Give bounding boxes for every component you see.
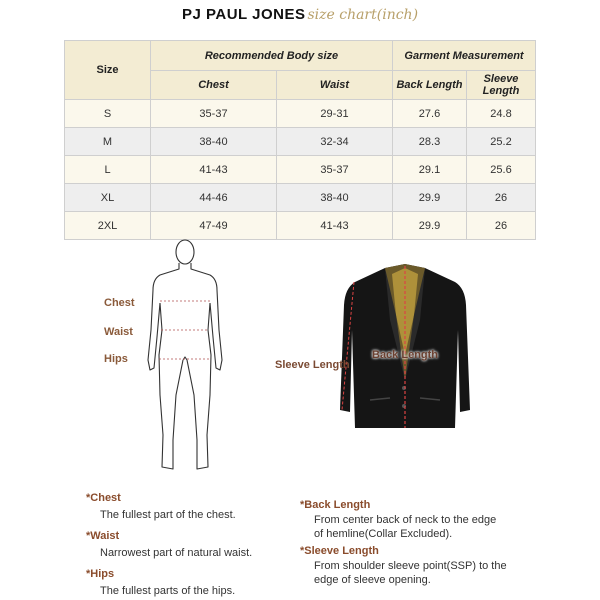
brand-name: PJ PAUL JONES [181,6,306,23]
waist-label: Waist [104,326,133,338]
notes-right [300,499,550,587]
waist-column-header: Waist [277,71,393,100]
back-length-label: Back Length [372,349,439,361]
note-back-length-text: From center back of neck to the edge of hemline(Collar Excluded). [314,514,497,540]
measurement-diagram [0,235,600,485]
sleeve-length-cell: 26 [467,212,536,240]
size-cell: S [65,100,151,128]
note-chest-text: The fullest part of the chest. [100,509,236,521]
table-row [65,100,536,128]
back-length-column-header: Back Length [393,71,467,100]
waist-cell: 38-40 [277,184,393,212]
note-chest-title: *Chest [86,492,121,504]
asterisk-icon: * [300,545,305,557]
garment-group-header: Garment Measurement [393,41,536,71]
body-figure-illustration [140,235,250,480]
waist-cell: 35-37 [277,156,393,184]
sleeve-length-cell: 25.6 [467,156,536,184]
sleeve-length-cell: 24.8 [467,100,536,128]
back-length-cell: 29.9 [393,184,467,212]
back-length-cell: 27.6 [393,100,467,128]
sleeve-length-column-header: Sleeve Length [467,71,536,100]
size-cell: M [65,128,151,156]
chest-cell: 41-43 [151,156,277,184]
body-size-group-header: Recommended Body size [151,41,393,71]
size-chart-script: size chart(inch) [307,7,419,23]
back-length-cell: 29.1 [393,156,467,184]
size-column-header: Size [65,41,151,100]
note-back-length-title: *Back Length [300,499,371,511]
asterisk-icon: * [86,530,91,542]
sleeve-length-label: Sleeve Length [275,359,350,371]
note-hips-title: *Hips [86,568,115,580]
waist-cell: 41-43 [277,212,393,240]
waist-cell: 32-34 [277,128,393,156]
asterisk-icon: * [86,492,91,504]
back-length-cell: 29.9 [393,212,467,240]
note-hips-text: The fullest parts of the hips. [100,585,236,597]
table-row [65,128,536,156]
note-waist-text: Narrowest part of natural waist. [100,547,253,559]
waist-cell: 29-31 [277,100,393,128]
back-length-cell: 28.3 [393,128,467,156]
hips-label: Hips [104,353,128,365]
notes-left [86,492,296,599]
chest-cell: 47-49 [151,212,277,240]
note-sleeve-length-title: *Sleeve Length [300,545,379,557]
size-cell: L [65,156,151,184]
chest-cell: 44-46 [151,184,277,212]
chart-title [0,6,600,24]
size-cell: XL [65,184,151,212]
note-waist-title: *Waist [86,530,120,542]
table-row [65,156,536,184]
chest-label: Chest [104,297,135,309]
sleeve-length-cell: 25.2 [467,128,536,156]
note-sleeve-length-text: From shoulder sleeve point(SSP) to the edge of sleeve opening. [314,560,507,586]
sleeve-length-cell: 26 [467,184,536,212]
table-row [65,184,536,212]
chest-cell: 35-37 [151,100,277,128]
asterisk-icon: * [300,499,305,511]
size-cell: 2XL [65,212,151,240]
asterisk-icon: * [86,568,91,580]
size-table [64,40,536,240]
chest-cell: 38-40 [151,128,277,156]
chest-column-header: Chest [151,71,277,100]
